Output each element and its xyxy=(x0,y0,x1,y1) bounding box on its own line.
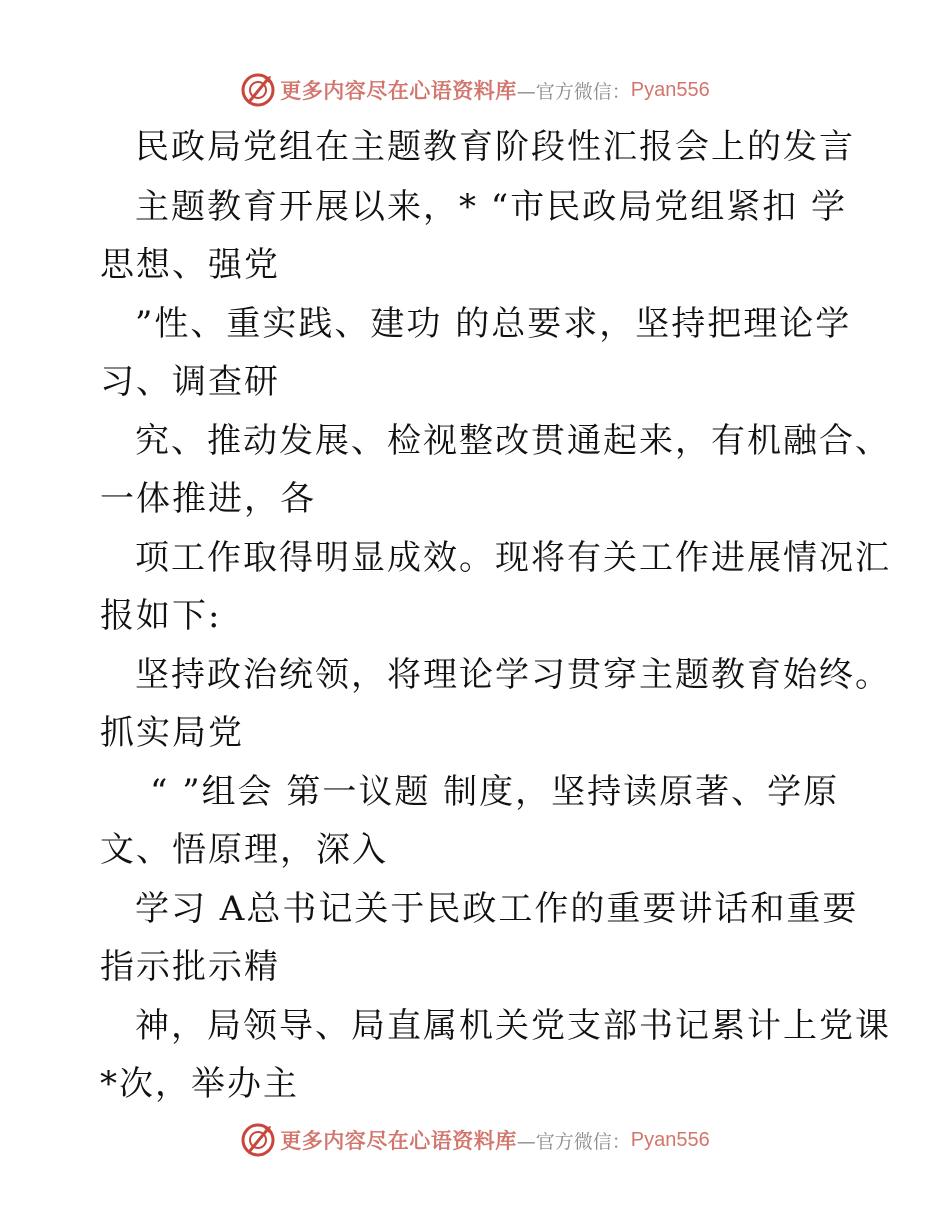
paragraph-line: “ ”组会 第一议题 制度，坚持读原著、学原 xyxy=(150,772,840,812)
paragraph-line: 抓实局党 xyxy=(100,713,244,753)
paragraph-line: 习、调查研 xyxy=(100,362,280,402)
paragraph-line: 主题教育开展以来，* “市民政局党组紧扣 学 xyxy=(135,187,847,227)
document-title: 民政局党组在主题教育阶段性汇报会上的发言 xyxy=(135,127,855,167)
footer-banner xyxy=(0,1120,950,1160)
paragraph-line: 指示批示精 xyxy=(100,947,280,987)
paragraph-line: 文、悟原理，深入 xyxy=(100,830,388,870)
logo-icon xyxy=(240,1122,276,1158)
paragraph-line: 究、推动发展、检视整改贯通起来，有机融合、 xyxy=(135,421,891,461)
banner-sub-text: —官方微信： xyxy=(516,1130,631,1153)
paragraph-line: 报如下: xyxy=(100,596,222,636)
paragraph-line: 思想、强党 xyxy=(100,245,280,285)
paragraph-line: 坚持政治统领，将理论学习贯穿主题教育始终。 xyxy=(135,655,891,695)
paragraph-line: *次，举办主 xyxy=(100,1064,299,1104)
banner-main-text: 更多内容尽在心语资料库 xyxy=(280,1129,517,1153)
paragraph-line: 神，局领导、局直属机关党支部书记累计上党课 xyxy=(135,1006,891,1046)
paragraph-line: 一体推进，各 xyxy=(100,479,316,519)
paragraph-line: 项工作取得明显成效。现将有关工作进展情况汇 xyxy=(135,538,891,578)
paragraph-line: 学习 A总书记关于民政工作的重要讲话和重要 xyxy=(135,889,859,929)
banner-main-text: 更多内容尽在心语资料库 xyxy=(280,79,517,103)
banner-wechat-id: Pyan556 xyxy=(630,78,710,101)
banner-sub-text: —官方微信： xyxy=(516,80,631,103)
paragraph-line: ”性、重实践、建功 的总要求，坚持把理论学 xyxy=(135,304,852,344)
banner-wechat-id: Pyan556 xyxy=(630,1128,710,1151)
